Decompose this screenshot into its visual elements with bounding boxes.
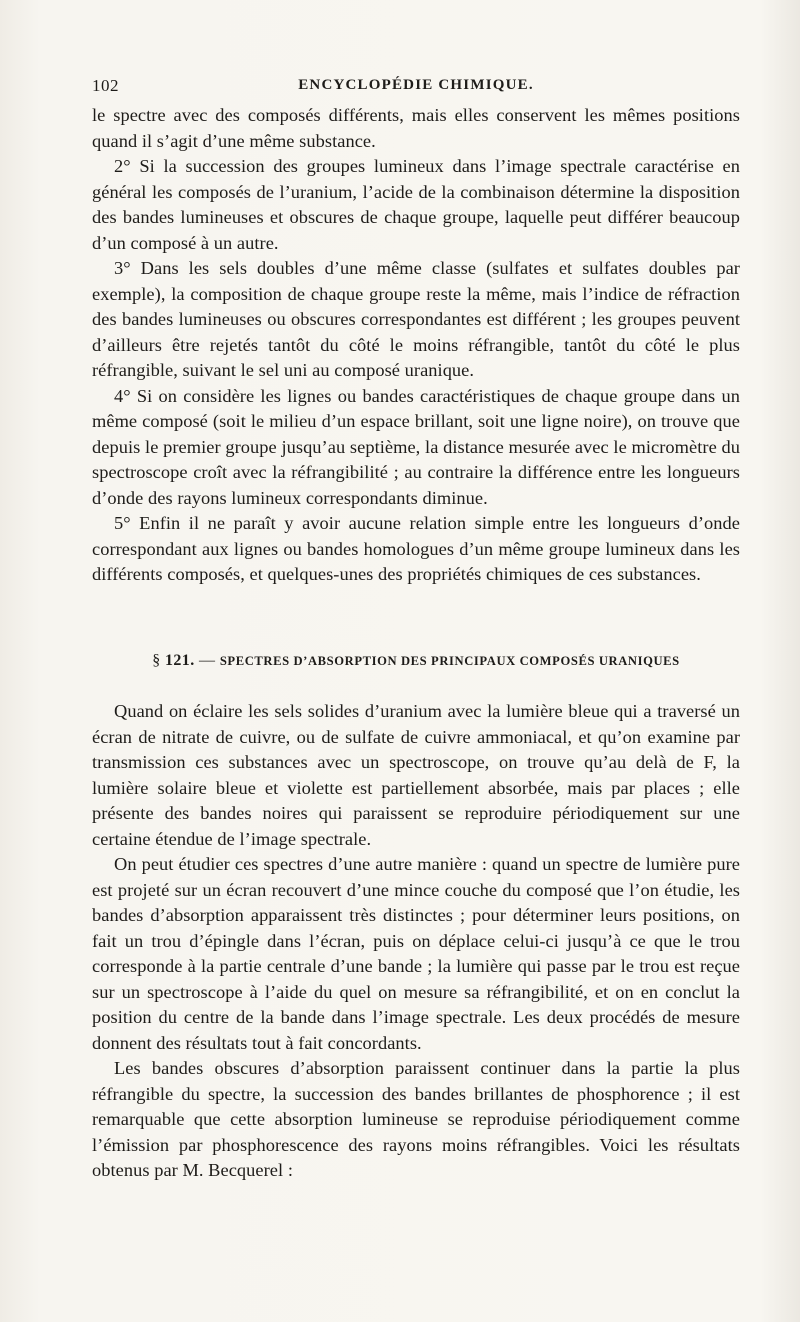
paragraph-continuation: le spectre avec des composés différents, mais elles conservent les mêmes positions quand il s’agit d’une même substance. [92, 105, 740, 151]
paragraph-blue-light: Quand on éclaire les sels solides d’uranium avec la lumière bleue qui a traversé un écran de nitrate de cuivre, ou de sulfate de cuivre ammoniacal, et qu’on examine par transmission ces substances avec un spectroscope, on trouve qu’au delà de F, la lumière solaire bleue et violette est partiellement absorbée, mais par places ; elle présente des bandes noires qui paraissent se reproduire périodiquement sur une certaine étendue de l’image spectrale. [92, 701, 740, 849]
text-block-lower [92, 699, 740, 1184]
paragraph-point-5: 5° Enfin il ne paraît y avoir aucune relation simple entre les longueurs d’onde correspondant aux lignes ou bandes homologues d’un même groupe lumineux dans les différents composés, et quelques-unes des propriétés chimiques de ces substances. [92, 513, 740, 584]
running-head [92, 76, 740, 98]
paragraph-point-2: 2° Si la succession des groupes lumineux dans l’image spectrale caractérise en général les composés de l’uranium, l’acide de la combinaison détermine la disposition des bandes lumineuses et obscures de chaque groupe, laquelle peut différer beaucoup d’un composé à un autre. [92, 156, 740, 253]
section-heading [92, 652, 740, 670]
page-number: 102 [92, 76, 119, 95]
section-dash: — [199, 652, 216, 669]
paragraph-becquerel-results: Les bandes obscures d’absorption paraissent continuer dans la partie la plus réfrangible du spectre, la succession des bandes brillantes de phosphorence ; il est remarquable que cette absorption lumineuse se reproduise périodiquement comme l’émission par phosphorescence des rayons moins réfrangibles. Voici les résultats obtenus par M. Becquerel : [92, 1058, 740, 1180]
section-symbol: § [152, 652, 161, 669]
section-title: SPECTRES D’ABSORPTION DES PRINCIPAUX COMPOSÉS URANIQUES [219, 654, 680, 668]
text-block-upper [92, 103, 740, 588]
paragraph-measurement-method: On peut étudier ces spectres d’une autre manière : quand un spectre de lumière pure est projeté sur un écran recouvert d’une mince couche du composé que l’on étudie, les bandes d’absorption apparaissent très distinctes ; pour déterminer leurs positions, on fait un trou d’épingle dans l’écran, puis on déplace celui-ci jusqu’à ce que le trou corresponde à la partie centrale d’une bande ; la lumière qui passe par le trou est reçue sur un spectroscope à l’aide du quel on mesure sa réfrangibilité, et on en conclut la position du centre de la bande dans l’image spectrale. Les deux procédés de mesure donnent des résultats tout à fait concordants. [92, 854, 740, 1053]
paragraph-point-4: 4° Si on considère les lignes ou bandes caractéristiques de chaque groupe dans un même composé (soit le milieu d’un espace brillant, soit une ligne noire), on trouve que depuis le premier groupe jusqu’au septième, la distance mesurée avec le micromètre du spectroscope croît avec la réfrangibilité ; au contraire la différence entre les longueurs d’onde des rayons lumineux correspondants diminue. [92, 385, 740, 508]
running-title: ENCYCLOPÉDIE CHIMIQUE. [298, 77, 534, 93]
paragraph-point-3: 3° Dans les sels doubles d’une même classe (sulfates et sulfates doubles par exemple), la composition de chaque groupe reste la même, mais l’indice de réfraction des bandes lumineuses ou obscures correspondantes est différent ; les groupes peuvent d’ailleurs être rejetés tantôt du côté le moins réfrangible, tantôt du côté le plus réfrangible, suivant le sel uni au composé uranique. [92, 258, 740, 380]
section-number: 121. [165, 652, 195, 669]
